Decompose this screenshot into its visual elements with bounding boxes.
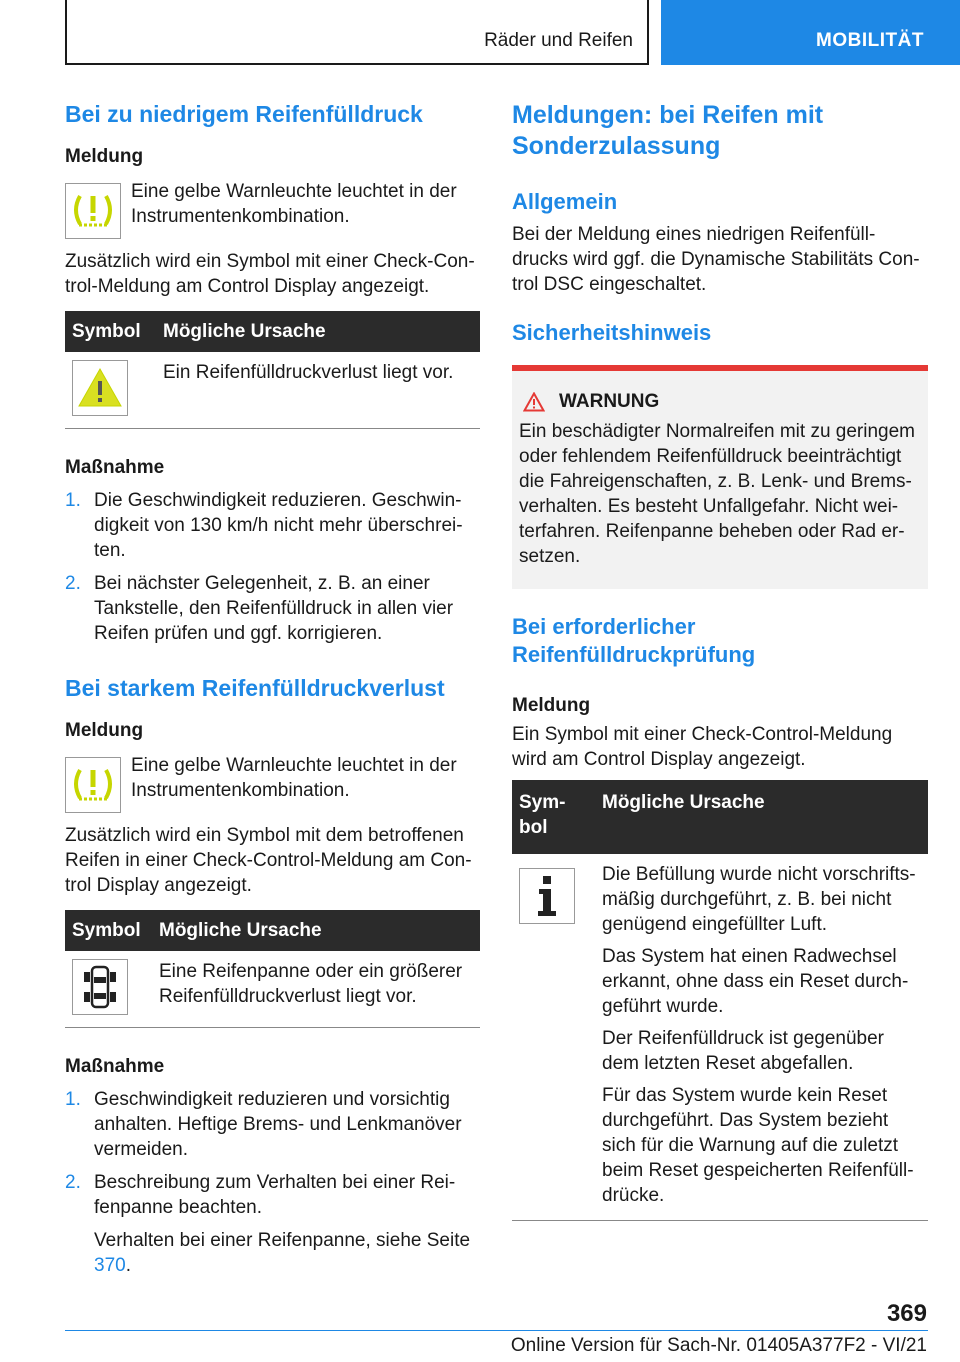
low-table-cause: Ein Reifenfülldruckverlust liegt vor. xyxy=(163,362,454,383)
strong-table-cause: Eine Reifenpanne oder ein größerer Reifenfülldruckverlust liegt vor. xyxy=(159,961,463,1007)
low-measure-label: Maßnahme xyxy=(65,457,165,478)
list-item: 1. Geschwindigkeit reduzieren und vorsichtig anhalten. Heftige Brems- und Lenkmanöver vermeiden. xyxy=(65,1089,462,1160)
strong-extra-text: Zusätzlich wird ein Symbol mit dem betroffenen Reifen in einer Check-Control-Meldung am Con-trol Display angezeigt. xyxy=(65,825,472,896)
strong-measure-label: Maßnahme xyxy=(65,1056,165,1077)
list-item: 1. Die Geschwindigkeit reduzieren. Geschwin-digkeit von 130 km/h nicht mehr überschrei-ten. xyxy=(65,490,463,561)
footer-text: Online Version für Sach-Nr. 01405A377F2 - VI/21 xyxy=(510,1335,927,1356)
car-tire-position-icon xyxy=(72,959,128,1015)
low-steps-list xyxy=(65,488,480,646)
low-table-col-cause: Mögliche Ursache xyxy=(156,311,480,352)
header-chapter-tab[interactable] xyxy=(661,0,960,65)
strong-msg-text: Eine gelbe Warnleuchte leuchtet in der Instrumentenkombination. xyxy=(131,755,457,801)
tpms-warning-lamp-icon xyxy=(65,183,121,239)
yellow-triangle-icon xyxy=(72,360,128,416)
check-cause-2: Das System hat einen Radwechsel erkannt, ohne dass ein Reset durch-geführt wurde. xyxy=(602,946,909,1017)
strong-msg-label: Meldung xyxy=(65,720,144,741)
low-msg-row xyxy=(65,183,480,239)
check-cause-3: Der Reifenfülldruck ist gegenüber dem letzten Reset abgefallen. xyxy=(602,1028,884,1074)
strong-table-col-cause: Mögliche Ursache xyxy=(152,910,480,951)
left-column xyxy=(65,100,480,1278)
general-title: Allgemein xyxy=(512,189,618,214)
low-symbol-table xyxy=(65,311,480,429)
check-cause-1: Die Befüllung wurde nicht vorschrifts-mäßig durchgeführt, z. B. bei nicht genügend eingefüllter Luft. xyxy=(602,864,916,935)
list-item: 2. Beschreibung zum Verhalten bei einer Rei-fenpanne beachten. xyxy=(65,1172,456,1218)
cross-reference: Verhalten bei einer Reifenpanne, siehe Seite 370. xyxy=(94,1230,471,1276)
special-tires-title: Meldungen: bei Reifen mit Sonderzulassung xyxy=(512,101,824,160)
warning-box xyxy=(512,365,928,589)
right-column xyxy=(512,100,928,1221)
strong-symbol-table xyxy=(65,910,480,1028)
low-table-col-symbol: Symbol xyxy=(65,311,156,352)
page-link[interactable]: 370 xyxy=(94,1255,126,1276)
header-section-box xyxy=(65,0,649,65)
warning-triangle-icon xyxy=(523,392,545,412)
check-table-col-cause: Mögliche Ursache xyxy=(595,780,928,854)
check-msg-text: Ein Symbol mit einer Check-Control-Meldung wird am Control Display angezeigt. xyxy=(512,724,893,770)
page-number: 369 xyxy=(886,1300,927,1327)
warning-text: Ein beschädigter Normalreifen mit zu geringem oder fehlendem Reifenfülldruck beeinträchtigt die Fahreigenschaften, z. B. Lenk- und Brems-verhalten. Es besteht Unfallgefahr. Nicht wei-terfahren. Reifenpanne beheben oder Rad er-setzen. xyxy=(519,421,916,567)
info-icon xyxy=(519,868,575,924)
header-section-title: Räder und Reifen xyxy=(484,30,633,51)
general-text: Bei der Meldung eines niedrigen Reifenfüll-drucks wird ggf. die Dynamische Stabilitäts Con-trol DSC eingeschaltet. xyxy=(512,224,920,295)
check-table-col-symbol: Sym-bol xyxy=(512,780,595,854)
check-title: Bei erforderlicher Reifenfülldruckprüfung xyxy=(512,614,756,667)
warning-label: WARNUNG xyxy=(559,391,660,412)
tpms-warning-lamp-icon xyxy=(65,757,121,813)
check-msg-label: Meldung xyxy=(512,695,591,716)
strong-loss-title: Bei starkem Reifenfülldruckverlust xyxy=(65,675,445,701)
low-msg-label: Meldung xyxy=(65,146,144,167)
check-symbol-table xyxy=(512,780,928,1221)
strong-msg-row xyxy=(65,757,480,813)
list-item: 2. Bei nächster Gelegenheit, z. B. an einer Tankstelle, den Reifenfülldruck in allen vier Reifen prüfen und ggf. korrigieren. xyxy=(65,573,454,644)
low-pressure-title: Bei zu niedrigem Reifenfülldruck xyxy=(65,101,423,127)
check-cause-4: Für das System wurde kein Reset durchgeführt. Das System bezieht sich für die Warnung auf die zuletzt beim Reset gespeicherten Reifenfüll-drücke. xyxy=(602,1085,914,1206)
header-chapter-title: MOBILITÄT xyxy=(816,30,924,51)
strong-steps-list xyxy=(65,1087,480,1220)
low-msg-text: Eine gelbe Warnleuchte leuchtet in der Instrumentenkombination. xyxy=(131,181,457,227)
footer-divider xyxy=(65,1330,928,1331)
strong-table-col-symbol: Symbol xyxy=(65,910,152,951)
low-extra-text: Zusätzlich wird ein Symbol mit einer Check-Con-trol-Meldung am Control Display angezeigt. xyxy=(65,251,475,297)
safety-title: Sicherheitshinweis xyxy=(512,320,712,345)
